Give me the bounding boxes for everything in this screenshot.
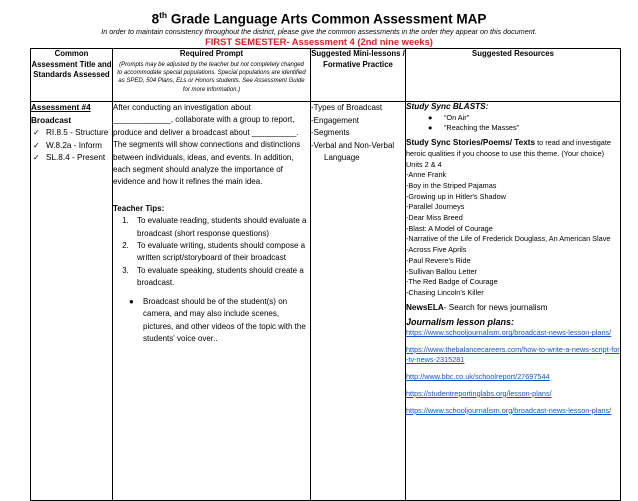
list-item: -Blast: A Model of Courage bbox=[406, 223, 493, 233]
broadcast-note: ● Broadcast should be of the student(s) on camera, and may also include scenes, pictures, and other videos of the topic with the students' voice over.. bbox=[113, 296, 310, 346]
resource-link[interactable]: http://www.bbc.co.uk/schoolreport/27697544 bbox=[406, 372, 550, 382]
teacher-tips-list bbox=[113, 215, 310, 289]
newsela-resource: NewsELA- Search for news journalism bbox=[406, 302, 548, 312]
standards-list bbox=[31, 127, 112, 165]
list-item: ✓ SL.8.4 - Present bbox=[33, 152, 112, 165]
list-item: -Across Five Aprils bbox=[406, 245, 467, 255]
list-item: ● “On Air” bbox=[428, 112, 470, 122]
prompt-note: (Prompts may be adjusted by the teacher but not completely changed to accommodate special populations. Special populations are identified as SPED, 504 Plans, ELs or Honors students. See Assessment Guide for more information.) bbox=[117, 61, 306, 93]
list-item: -Sullivan Ballou Letter bbox=[406, 266, 477, 276]
prompt-text: After conducting an investigation about _____________, collaborate with a group to report, produce and deliver a broadcast about __________. The segments will show connections and distinctions between individuals, ideas, and events. In addition, each segment should analyze the importance of evidence and how it refines the main idea. bbox=[113, 103, 301, 187]
page-title: 8th Grade Language Arts Common Assessment MAP bbox=[151, 10, 487, 27]
table-header-row bbox=[31, 49, 621, 102]
list-item: 3. To evaluate speaking, students should create a broadcast. bbox=[131, 265, 310, 290]
checkmark-icon: ✓ bbox=[33, 153, 40, 162]
list-item: 2. To evaluate writing, students should compose a written script/storyboard of their broadcast bbox=[131, 240, 310, 265]
prompt-cell bbox=[113, 102, 311, 501]
list-item: -Paul Revere's Ride bbox=[406, 255, 471, 265]
list-item: -Growing up in Hitler's Shadow bbox=[406, 191, 506, 201]
resource-link[interactable]: https://www.schooljournalism.org/broadcast-news-lesson-plans/ bbox=[406, 328, 612, 338]
list-item: -The Red Badge of Courage bbox=[406, 277, 498, 287]
bullet-icon: ● bbox=[428, 123, 433, 133]
header-mini-lessons: Suggested Mini-lessons / Formative Practice bbox=[311, 49, 406, 102]
list-item: -Anne Frank bbox=[406, 170, 447, 180]
resource-link[interactable]: https://www.schooljournalism.org/broadcast-news-lesson-plans/ bbox=[406, 405, 612, 415]
bullet-icon: ● bbox=[428, 112, 433, 122]
teacher-tips bbox=[113, 203, 310, 345]
list-item: 1. To evaluate reading, students should evaluate a broadcast (short response questions) bbox=[131, 215, 310, 240]
list-item: -Boy in the Striped Pajamas bbox=[406, 180, 497, 190]
list-item: -Verbal and Non-Verbal bbox=[311, 140, 395, 150]
table-row bbox=[31, 102, 621, 501]
texts-heading: Study Sync Stories/Poems/ Texts bbox=[406, 138, 536, 148]
list-item: -Engagement bbox=[311, 115, 360, 125]
list-item: -Segments bbox=[311, 128, 350, 137]
journalism-heading: Journalism lesson plans: bbox=[406, 317, 515, 328]
list-item: -Parallel Journeys bbox=[406, 202, 465, 212]
list-item: ● “Reaching the Masses” bbox=[428, 123, 520, 133]
list-item: Language bbox=[324, 153, 360, 162]
header-suggested-resources: Suggested Resources bbox=[406, 49, 621, 102]
checkmark-icon: ✓ bbox=[33, 128, 40, 137]
assessment-strand: Broadcast bbox=[31, 115, 72, 125]
studysync-texts: Study Sync Stories/Poems/ Texts to read and investigate heroic qualities if you choose to use this theme. (Your choice) Units 2 & 4 -Anne Frank -Boy in the Striped Pajamas -Growing up in Hitler's Shadow -Parallel Journeys -Dear Miss Breed -Blast: A Model of Courage -Narrative of the Life of Frederick Douglass, An American Slave -Across Five Aprils -Paul Revere's Ride -Sullivan Ballou Letter -The Red Badge of Courage -Chasing Lincoln's Killer bbox=[406, 138, 620, 299]
teacher-tips-heading: Teacher Tips: bbox=[113, 203, 165, 213]
header-required-prompt: Required Prompt (Prompts may be adjusted by the teacher but not completely changed to accommodate special populations. Special populations are identified as SPED, 504 Plans, ELs or Honors students. See Assessment Guide for more information.) bbox=[113, 49, 311, 102]
semester-banner: FIRST SEMESTER- Assessment 4 (2nd nine weeks) bbox=[205, 36, 433, 47]
list-item: ✓ RI.8.5 - Structure bbox=[33, 127, 112, 140]
checkmark-icon: ✓ bbox=[33, 140, 40, 150]
units-label: Units 2 & 4 bbox=[406, 159, 442, 169]
mini-lessons-cell bbox=[311, 102, 406, 501]
blasts-heading: Study Sync BLASTS: bbox=[406, 102, 489, 111]
assessment-cell bbox=[31, 102, 113, 501]
bullet-icon: ● bbox=[129, 296, 134, 306]
blasts-list bbox=[406, 113, 620, 134]
list-item: -Dear Miss Breed bbox=[406, 213, 463, 223]
list-item: ✓ W.8.2a - Inform bbox=[33, 140, 112, 153]
header-assessment-title: Common Assessment Title and Standards Assessed bbox=[31, 49, 113, 102]
resource-link[interactable]: https://studentreportinglabs.org/lesson-plans/ bbox=[406, 388, 552, 398]
list-item: -Types of Broadcast bbox=[311, 103, 383, 112]
list-item: -Chasing Lincoln's Killer bbox=[406, 287, 484, 297]
list-item: -Narrative of the Life of Frederick Douglass, An American Slave bbox=[406, 234, 611, 244]
page-subtitle: In order to maintain consistency throughout the district, please give the common assessments in the order they appear on this document. bbox=[101, 27, 537, 36]
assessment-title: Assessment #4 bbox=[31, 103, 91, 112]
assessment-table bbox=[30, 48, 621, 501]
resources-cell bbox=[406, 102, 621, 501]
resource-link[interactable]: https://www.thebalancecareers.com/how-to-write-a-news-script-for-tv-news-2315281 bbox=[406, 344, 620, 365]
